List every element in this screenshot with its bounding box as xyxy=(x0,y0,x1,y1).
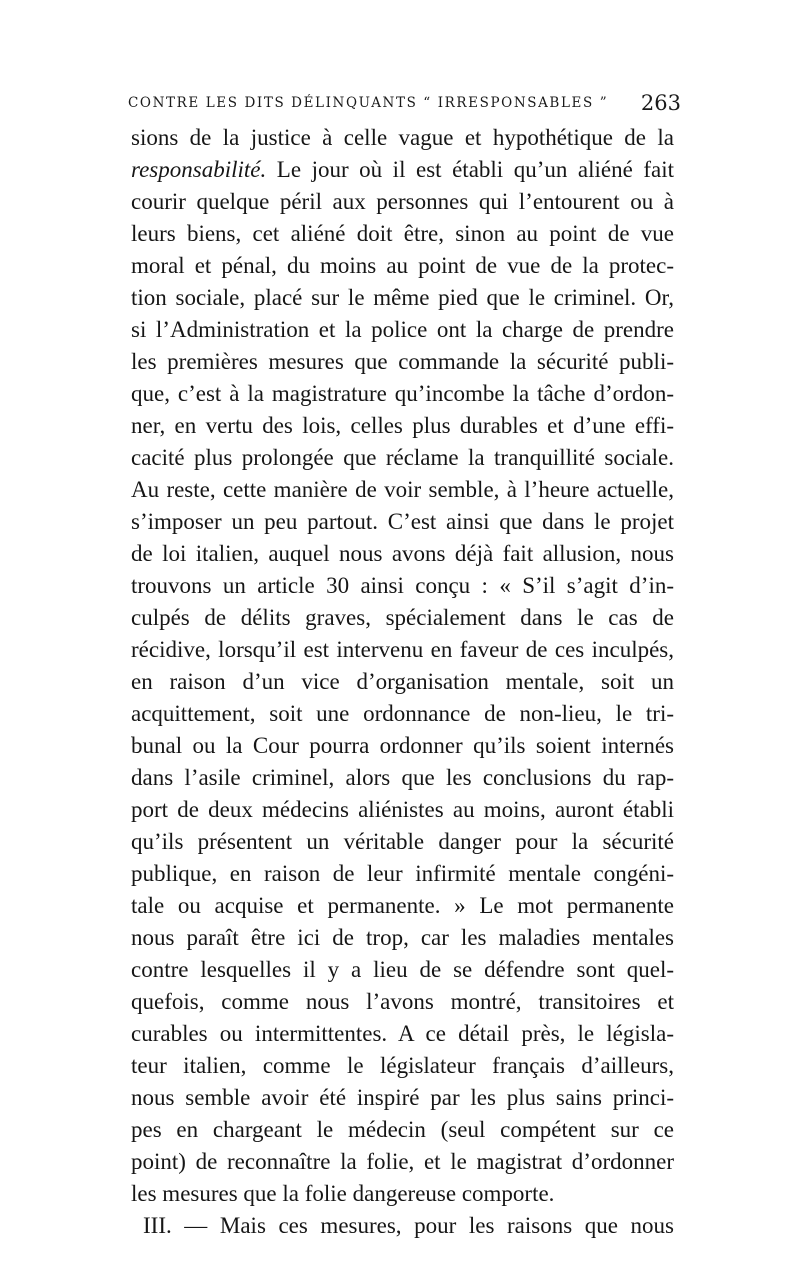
text-line: qu’ils présentent un véritable danger pour la sécurité xyxy=(131,829,674,854)
text-line: port de deux médecins aliénistes au moins, auront établi xyxy=(131,797,674,822)
text-line: de loi italien, auquel nous avons déjà fait allusion, nous xyxy=(131,541,674,566)
text-line: dans l’asile criminel, alors que les conclusions du rap- xyxy=(131,765,674,790)
text-line: bunal ou la Cour pourra ordonner qu’ils soient internés xyxy=(131,733,674,758)
text-line: tale ou acquise et permanente. » Le mot permanente xyxy=(131,893,674,918)
text-line: cacité plus prolongée que réclame la tranquillité sociale. xyxy=(131,445,674,470)
text-line: en raison d’un vice d’organisation mentale, soit un xyxy=(131,669,674,694)
text-line: trouvons un article 30 ainsi conçu : « S’il s’agit d’in- xyxy=(131,573,674,598)
text-line: si l’Administration et la police ont la charge de prendre xyxy=(131,317,674,342)
paragraph-end-line: les mesures que la folie dangereuse comporte. xyxy=(131,1181,555,1206)
text-line: nous paraît être ici de trop, car les maladies mentales xyxy=(131,925,674,950)
text-line: s’imposer un peu partout. C’est ainsi que dans le projet xyxy=(131,509,674,534)
running-header xyxy=(128,91,683,119)
text-line: les premières mesures que commande la sécurité publi- xyxy=(131,349,674,374)
text-line: quefois, comme nous l’avons montré, transitoires et xyxy=(131,989,674,1014)
text-line: courir quelque péril aux personnes qui l’entourent ou à xyxy=(131,189,674,214)
text-line: curables ou intermittentes. A ce détail près, le législa- xyxy=(131,1021,674,1046)
section-start-line: III. — Mais ces mesures, pour les raisons que nous xyxy=(143,1213,674,1238)
page-number: 263 xyxy=(640,91,681,115)
text-line: ner, en vertu des lois, celles plus durables et d’une effi- xyxy=(131,413,674,438)
text-line: publique, en raison de leur infirmité mentale congéni- xyxy=(131,861,674,886)
text-line: Au reste, cette manière de voir semble, à l’heure actuelle, xyxy=(131,477,674,502)
text-line: acquittement, soit une ordonnance de non-lieu, le tri- xyxy=(131,701,674,726)
text-line-rest: Le jour où il est établi qu’un aliéné fait xyxy=(266,157,674,182)
text-line: sions de la justice à celle vague et hypothétique de la xyxy=(131,125,674,150)
running-title: CONTRE LES DITS DÉLINQUANTS “ IRRESPONSABLES ” xyxy=(128,95,609,111)
text-line: que, c’est à la magistrature qu’incombe la tâche d’ordon- xyxy=(131,381,674,406)
text-line xyxy=(131,154,674,186)
text-line: récidive, lorsqu’il est intervenu en faveur de ces inculpés, xyxy=(131,637,674,662)
text-line: leurs biens, cet aliéné doit être, sinon au point de vue xyxy=(131,221,674,246)
text-line: teur italien, comme le législateur français d’ailleurs, xyxy=(131,1053,674,1078)
body-text xyxy=(131,122,674,1242)
text-line: tion sociale, placé sur le même pied que le criminel. Or, xyxy=(131,285,674,310)
text-line: culpés de délits graves, spécialement dans le cas de xyxy=(131,605,674,630)
text-line: contre lesquelles il y a lieu de se défendre sont quel- xyxy=(131,957,674,982)
italic-term: responsabilité. xyxy=(131,157,267,182)
text-line: moral et pénal, du moins au point de vue de la protec- xyxy=(131,253,674,278)
text-line: pes en chargeant le médecin (seul compétent sur ce xyxy=(131,1117,674,1142)
text-line: nous semble avoir été inspiré par les plus sains princi- xyxy=(131,1085,674,1110)
text-line: point) de reconnaître la folie, et le magistrat d’ordonner xyxy=(131,1149,674,1174)
